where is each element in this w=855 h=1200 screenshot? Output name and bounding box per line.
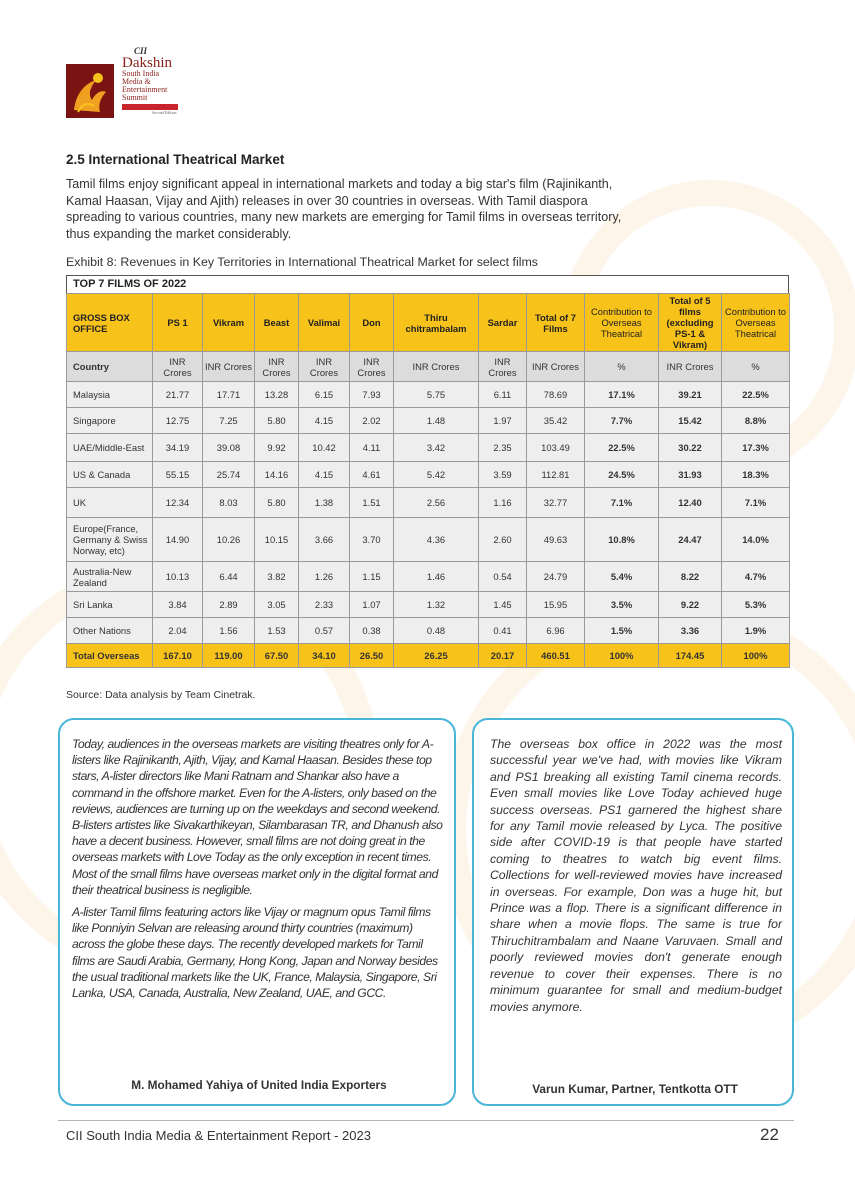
dakshin-emblem-icon	[66, 64, 114, 118]
table-cell: 5.42	[394, 462, 479, 488]
table-cell: 15.95	[527, 592, 585, 618]
table-cell: 119.00	[203, 644, 255, 668]
table-cell: %	[722, 352, 790, 382]
table-row	[67, 592, 790, 618]
table-cell: 1.56	[203, 618, 255, 644]
table-cell: 8.22	[659, 562, 722, 592]
table-cell: 7.7%	[585, 408, 659, 434]
table-cell: 1.45	[479, 592, 527, 618]
table-cell: 17.1%	[585, 382, 659, 408]
table-cell: 2.35	[479, 434, 527, 462]
table-cell: 2.89	[203, 592, 255, 618]
table-cell: 4.15	[299, 408, 350, 434]
table-cell: 5.80	[255, 408, 299, 434]
table-cell: 3.84	[153, 592, 203, 618]
table-row-label: Singapore	[67, 408, 153, 434]
table-cell: 7.1%	[722, 488, 790, 518]
table-row	[67, 618, 790, 644]
table-cell: INR Crores	[350, 352, 394, 382]
table-cell: %	[585, 352, 659, 382]
table-cell: 6.15	[299, 382, 350, 408]
table-cell: 30.22	[659, 434, 722, 462]
table-cell: 17.71	[203, 382, 255, 408]
table-cell: Contribution to Overseas Theatrical	[585, 294, 659, 352]
table-cell: 9.22	[659, 592, 722, 618]
footer-divider	[58, 1120, 794, 1121]
table-cell: 6.44	[203, 562, 255, 592]
table-cell: 15.42	[659, 408, 722, 434]
source-note: Source: Data analysis by Team Cinetrak.	[66, 689, 256, 701]
table-row-label: Country	[67, 352, 153, 382]
table-row-label: UK	[67, 488, 153, 518]
table-cell: 39.21	[659, 382, 722, 408]
table-row-label: Sri Lanka	[67, 592, 153, 618]
table-row	[67, 434, 790, 462]
dakshin-logo	[66, 46, 186, 118]
table-cell: 24.5%	[585, 462, 659, 488]
section-title: 2.5 International Theatrical Market	[66, 152, 285, 167]
table-cell: 32.77	[527, 488, 585, 518]
quote-text-right: The overseas box office in 2022 was the most successful year we've had, with movies like Vikram and PS1 breaking all existing Tamil cinema records. Even small movies like Love Today achieved huge success overseas. PS1 garnered the highest share for any Tamil movie released by Lyca. The positive side after COVID-19 is that people have started coming to theatres to watch big event films. Collections for well-reviewed movies have increased in overseas. For example, Don was a huge hit, but Prince was a flop. There is a significant difference in share when a movie flops. The same is true for Thiruchitrambalam and Naane Varuvaen. Small and poorly reviewed movies don't generate enough revenue to cover their expenses. There is no minimum guarantee for small and medium-budget movies anymore.	[490, 737, 782, 1014]
logo-edition: Second Edition	[152, 110, 177, 115]
table-cell: 1.46	[394, 562, 479, 592]
logo-subtitle-line: Media &	[122, 77, 151, 86]
table-row-label: GROSS BOX OFFICE	[67, 294, 153, 352]
table-cell: 7.93	[350, 382, 394, 408]
table-cell: 7.1%	[585, 488, 659, 518]
table-cell: 2.33	[299, 592, 350, 618]
table-cell: 5.3%	[722, 592, 790, 618]
logo-name: Dakshin	[122, 55, 172, 71]
quote-paragraph: Today, audiences in the overseas markets are visiting theatres only for A-listers like Rajinikanth, Ajith, Vijay, and Kamal Haasan. Besides these top stars, A-lister directors like Mani Ratnam and Shankar also have a command in the offshore market. Even for the A-listers, only based on the reviews, audiences are turning up on the weekdays and second weekend. B-listers artistes like Sivakarthikeyan, Silambarasan TR, and Dhanush also have a decent business. However, small films are not doing great in the overseas markets with Love Today as the only exception in recent times. Most of the small films have overseas market only in the digital format and their theatrical business is negligible.	[72, 737, 443, 897]
table-cell: 34.19	[153, 434, 203, 462]
table-cell: 6.96	[527, 618, 585, 644]
table-row	[67, 408, 790, 434]
table-row	[67, 562, 790, 592]
table-cell: 100%	[722, 644, 790, 668]
revenue-table-container	[66, 275, 789, 668]
table-cell: 10.13	[153, 562, 203, 592]
table-cell: 18.3%	[722, 462, 790, 488]
table-cell: PS 1	[153, 294, 203, 352]
table-cell: 3.70	[350, 518, 394, 562]
table-cell: Contribution to Overseas Theatrical	[722, 294, 790, 352]
table-cell: INR Crores	[153, 352, 203, 382]
table-cell: 2.60	[479, 518, 527, 562]
table-cell: 78.69	[527, 382, 585, 408]
table-row	[67, 382, 790, 408]
table-cell: 35.42	[527, 408, 585, 434]
table-unit-row	[67, 352, 790, 382]
table-cell: 167.10	[153, 644, 203, 668]
table-cell: 5.80	[255, 488, 299, 518]
table-cell: 0.48	[394, 618, 479, 644]
quote-box-right	[472, 718, 794, 1106]
table-cell: INR Crores	[394, 352, 479, 382]
exhibit-caption: Exhibit 8: Revenues in Key Territories in International Theatrical Market for select films	[66, 255, 538, 269]
table-cell: 1.48	[394, 408, 479, 434]
quote-author-right: Varun Kumar, Partner, Tentkotta OTT	[532, 1082, 738, 1096]
table-cell: 39.08	[203, 434, 255, 462]
table-cell: 4.61	[350, 462, 394, 488]
table-cell: INR Crores	[479, 352, 527, 382]
table-cell: 10.15	[255, 518, 299, 562]
table-cell: 14.0%	[722, 518, 790, 562]
table-cell: 12.75	[153, 408, 203, 434]
table-cell: 0.54	[479, 562, 527, 592]
table-cell: 3.42	[394, 434, 479, 462]
table-cell: 4.11	[350, 434, 394, 462]
table-cell: 67.50	[255, 644, 299, 668]
table-cell: INR Crores	[659, 352, 722, 382]
quote-text-left	[72, 736, 446, 1007]
table-cell: 6.11	[479, 382, 527, 408]
table-cell: 10.26	[203, 518, 255, 562]
table-cell: 14.16	[255, 462, 299, 488]
logo-subtitle-line: Summit	[122, 93, 148, 102]
table-cell: 2.02	[350, 408, 394, 434]
table-cell: 13.28	[255, 382, 299, 408]
table-cell: 1.51	[350, 488, 394, 518]
table-cell: Valimai	[299, 294, 350, 352]
table-cell: INR Crores	[299, 352, 350, 382]
table-cell: 5.4%	[585, 562, 659, 592]
table-row-label: Malaysia	[67, 382, 153, 408]
table-row	[67, 518, 790, 562]
table-cell: 49.63	[527, 518, 585, 562]
table-cell: Total of 7 Films	[527, 294, 585, 352]
table-cell: Don	[350, 294, 394, 352]
quote-box-left	[58, 718, 456, 1106]
table-cell: Vikram	[203, 294, 255, 352]
table-cell: 12.34	[153, 488, 203, 518]
intro-paragraph: Tamil films enjoy significant appeal in international markets and today a big star's film (Rajinikanth, Kamal Haasan, Vijay and Ajith) releases in over 30 countries in overseas. With Tamil diaspora spreading to various countries, many new markets are emerging for Tamil films in overseas territory, thus expanding the market considerably.	[66, 177, 622, 241]
table-cell: 3.82	[255, 562, 299, 592]
table-cell: Thiru chitrambalam	[394, 294, 479, 352]
table-cell: 24.47	[659, 518, 722, 562]
table-row-label: US & Canada	[67, 462, 153, 488]
quote-paragraph: A-lister Tamil films featuring actors like Vijay or magnum opus Tamil films like Ponniyin Selvan are releasing around thirty countries (maximum) across the globe these days. The recently developed markets for Tamil films are Saudi Arabia, Germany, Hong Kong, Japan and Norway besides the usual traditional markets like the UK, France, Malaysia, Singapore, Sri Lanka, USA, Canada, Australia, New Zealand, UAE, and GCC.	[72, 905, 438, 1001]
table-cell: 9.92	[255, 434, 299, 462]
revenue-table	[66, 293, 790, 668]
table-cell: 17.3%	[722, 434, 790, 462]
table-cell: 8.03	[203, 488, 255, 518]
table-cell: 4.15	[299, 462, 350, 488]
table-cell: 3.59	[479, 462, 527, 488]
table-cell: 1.15	[350, 562, 394, 592]
table-cell: 22.5%	[722, 382, 790, 408]
table-header-row	[67, 294, 790, 352]
table-cell: 14.90	[153, 518, 203, 562]
table-cell: Total of 5 films (excluding PS-1 & Vikram)	[659, 294, 722, 352]
table-cell: 1.5%	[585, 618, 659, 644]
table-cell: 1.38	[299, 488, 350, 518]
table-cell: 1.9%	[722, 618, 790, 644]
table-cell: 2.56	[394, 488, 479, 518]
logo-text-block	[122, 46, 178, 115]
table-cell: 3.66	[299, 518, 350, 562]
table-cell: Sardar	[479, 294, 527, 352]
table-row-label: Total Overseas	[67, 644, 153, 668]
logo-subtitle-line: Entertainment	[122, 85, 168, 94]
table-cell: 0.38	[350, 618, 394, 644]
table-row	[67, 462, 790, 488]
table-cell: 0.57	[299, 618, 350, 644]
table-cell: 10.8%	[585, 518, 659, 562]
table-cell: 22.5%	[585, 434, 659, 462]
table-cell: 4.36	[394, 518, 479, 562]
table-cell: 112.81	[527, 462, 585, 488]
page-number: 22	[760, 1125, 779, 1144]
table-cell: 8.8%	[722, 408, 790, 434]
table-cell: 24.79	[527, 562, 585, 592]
table-cell: INR Crores	[203, 352, 255, 382]
table-cell: 10.42	[299, 434, 350, 462]
quote-author-left: M. Mohamed Yahiya of United India Exporters	[131, 1078, 387, 1092]
table-row-label: Europe(France, Germany & Swiss Norway, etc)	[67, 518, 153, 562]
table-cell: 55.15	[153, 462, 203, 488]
table-cell: 34.10	[299, 644, 350, 668]
table-cell: 3.5%	[585, 592, 659, 618]
table-cell: INR Crores	[255, 352, 299, 382]
table-row-label: Australia-New Zealand	[67, 562, 153, 592]
table-cell: 2.04	[153, 618, 203, 644]
table-row-label: UAE/Middle-East	[67, 434, 153, 462]
table-cell: 26.50	[350, 644, 394, 668]
table-cell: 21.77	[153, 382, 203, 408]
table-cell: 12.40	[659, 488, 722, 518]
table-cell: 1.32	[394, 592, 479, 618]
table-cell: 1.97	[479, 408, 527, 434]
table-cell: INR Crores	[527, 352, 585, 382]
table-cell: 3.36	[659, 618, 722, 644]
table-cell: 174.45	[659, 644, 722, 668]
table-cell: 0.41	[479, 618, 527, 644]
table-row-label: Other Nations	[67, 618, 153, 644]
table-cell: 7.25	[203, 408, 255, 434]
table-cell: 1.53	[255, 618, 299, 644]
table-cell: 26.25	[394, 644, 479, 668]
table-cell: 5.75	[394, 382, 479, 408]
table-cell: 20.17	[479, 644, 527, 668]
table-cell: 103.49	[527, 434, 585, 462]
table-total-row	[67, 644, 790, 668]
table-cell: 100%	[585, 644, 659, 668]
table-cell: 1.26	[299, 562, 350, 592]
table-cell: 1.16	[479, 488, 527, 518]
table-row	[67, 488, 790, 518]
table-cell: 31.93	[659, 462, 722, 488]
table-cell: 25.74	[203, 462, 255, 488]
logo-subtitle-line: South India	[122, 69, 160, 78]
table-cell: 3.05	[255, 592, 299, 618]
table-cell: Beast	[255, 294, 299, 352]
table-cell: 1.07	[350, 592, 394, 618]
table-cell: 460.51	[527, 644, 585, 668]
table-cell: 4.7%	[722, 562, 790, 592]
table-caption: TOP 7 FILMS OF 2022	[66, 275, 789, 293]
footer-title: CII South India Media & Entertainment Report - 2023	[66, 1128, 371, 1143]
logo-cii-label: CII	[134, 46, 148, 56]
